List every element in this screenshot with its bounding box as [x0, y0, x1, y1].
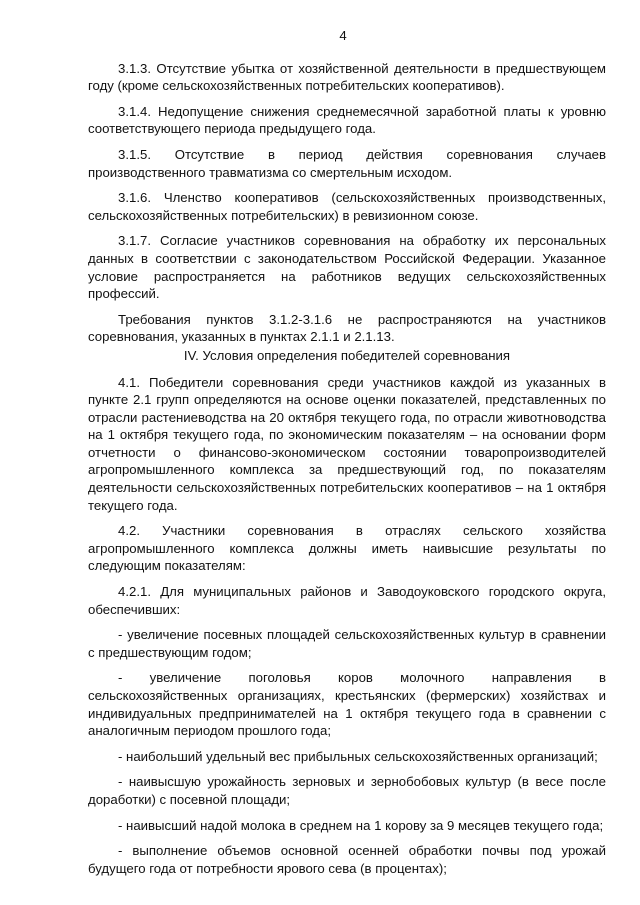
- list-item-autumn-tillage: - выполнение объемов основной осенней обработки почвы под урожай будущего года от потребности ярового сева (в процентах);: [88, 843, 606, 876]
- list-item-profitable-share: - наибольший удельный вес прибыльных сельскохозяйственных организаций;: [118, 748, 598, 764]
- paragraph-3-1-6: 3.1.6. Членство кооперативов (сельскохозяйственных производственных, сельскохозяйственных потребительских) в ревизионном союзе.: [88, 190, 606, 223]
- paragraph-3-1-5: 3.1.5. Отсутствие в период действия соревнования случаев производственного травматизма со смертельным исходом.: [88, 146, 606, 180]
- paragraph-3-1-7: 3.1.7. Согласие участников соревнования на обработку их персональных данных в соответствии с законодательством Российской Федерации. Указанное условие распространяется на работников ведущих сельскохозяйственных профессий.: [88, 233, 606, 302]
- page-number: 4: [339, 28, 347, 43]
- paragraph-4-2-1: 4.2.1. Для муниципальных районов и Заводоуковского городского округа, обеспечивших:: [88, 584, 606, 617]
- document-page: [88, 0, 606, 885]
- section-heading: IV. Условия определения победителей соревнования: [183, 347, 511, 363]
- list-item-sown-area: - увеличение посевных площадей сельскохозяйственных культур в сравнении с предшествующим годом;: [88, 627, 606, 660]
- list-item-grain-yield: - наивысшую урожайность зерновых и зернобобовых культур (в весе после доработки) с посевной площади;: [88, 774, 606, 807]
- list-item-cow-herd: - увеличение поголовья коров молочного направления в сельскохозяйственных организациях, крестьянских (фермерских) хозяйствах и индивидуальных предпринимателей на 1 октября текущего года в сравнении с аналогичным периодом прошлого года;: [88, 670, 606, 739]
- list-item-milk-yield: - наивысший надой молока в среднем на 1 корову за 9 месяцев текущего года;: [118, 817, 604, 833]
- paragraph-3-1-3: 3.1.3. Отсутствие убытка от хозяйственной деятельности в предшествующем году (кроме сельскохозяйственных потребительских кооперативов).: [88, 60, 606, 94]
- paragraph-requirements-note: Требования пунктов 3.1.2-3.1.6 не распространяются на участников соревнования, указанных в пунктах 2.1.1 и 2.1.13.: [88, 311, 606, 345]
- paragraph-4-2: 4.2. Участники соревнования в отраслях сельского хозяйства агропромышленного комплекса должны иметь наивысшие результаты по следующим показателям:: [88, 523, 606, 574]
- paragraph-3-1-4: 3.1.4. Недопущение снижения среднемесячной заработной платы к уровню соответствующего периода предыдущего года.: [88, 103, 606, 137]
- paragraph-4-1: 4.1. Победители соревнования среди участников каждой из указанных в пункте 2.1 групп определяются на основе оценки показателей, представленных по отрасли растениеводства на 20 октября текущего года, по отрасли животноводства на 1 октября текущего года, по экономическим показателям – на основании форм отчетности о финансово-экономическом состоянии товаропроизводителей агропромышленного комплекса за предшествующий год, по показателям деятельности сельскохозяйственных потребительских кооперативов – на 1 октября текущего года.: [88, 374, 606, 513]
